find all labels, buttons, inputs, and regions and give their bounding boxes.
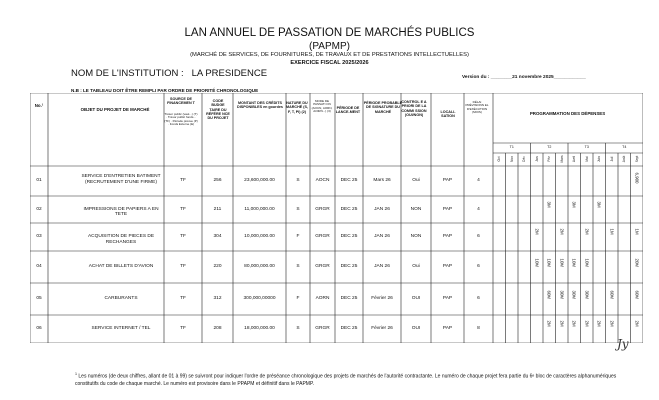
initials-signature: Jy [617, 337, 629, 351]
row-signature: Mars 26 [373, 178, 391, 183]
row-object: IMPRESSIONS DE PAPIERS A EN TETE [83, 206, 159, 218]
row-control: Oui [412, 178, 420, 183]
month-label: Jan [534, 156, 539, 162]
row-code: 312 [213, 296, 222, 301]
row-number: 04 [36, 264, 42, 269]
row-launch: DEC 25 [340, 178, 358, 183]
monthly-amount: 2M [609, 320, 615, 327]
row-code: 220 [213, 264, 222, 269]
institution-label: NOM DE L'INSTITUTION : [71, 68, 184, 79]
row-control: NON [410, 234, 422, 239]
monthly-amount: 2M [534, 228, 540, 235]
month-label: Mai [584, 156, 589, 162]
row-nature: F [296, 234, 300, 239]
row-launch: DEC 25 [340, 326, 358, 331]
monthly-amount: 2M [559, 320, 565, 327]
row-launch: DEC 25 [340, 234, 358, 239]
row-location: PAP [442, 264, 453, 269]
row-code: 211 [213, 206, 222, 212]
row-delay: 6 [477, 234, 480, 239]
row-source: TF [180, 326, 186, 331]
row-delay: 8 [477, 326, 480, 331]
row-mode: GRGR [315, 326, 330, 331]
header-control: CONTROL E A PRIORI DE LA COMMI SSION (OUI/NON) [401, 100, 427, 117]
row-delay: 4 [477, 206, 480, 212]
row-mode: AOCN [315, 178, 330, 183]
header-programming: PROGRAMMATION DES DÉPENSES [529, 111, 606, 116]
header-code: CODE BUDGE TAIRE DU RÉFÉRE NCE DU PROJET [206, 99, 230, 120]
footnote-marker: 1 [75, 372, 77, 376]
row-amount: 11,000,000.00 [244, 206, 275, 212]
quarter-label: T2 [547, 145, 552, 149]
monthly-amount: 60M [634, 290, 640, 300]
footnote [75, 372, 635, 388]
row-nature: S [296, 178, 300, 183]
row-launch: DEC 25 [340, 264, 358, 269]
row-amount: 300,000,00000 [243, 296, 276, 301]
monthly-amount: 2M [634, 320, 640, 327]
monthly-amount: 10M [584, 258, 590, 268]
row-object: CARBURANTS [104, 296, 138, 301]
row-signature: JAN 26 [374, 264, 390, 269]
row-delay: 6 [477, 296, 480, 301]
row-nature: S [296, 326, 300, 331]
monthly-amount: 10M [571, 258, 577, 268]
monthly-amount: 2M [584, 228, 590, 235]
header-delay: DÉLAI PRÉVISIONN EL D'EXÉCUTION (MOIS) [465, 100, 489, 115]
row-object: ACHAT DE BILLETS D'AVION [88, 264, 154, 269]
monthly-amount: 2M [571, 320, 577, 327]
monthly-amount: 1M [634, 228, 640, 235]
row-signature: Février 26 [371, 326, 393, 331]
quarter-label: T4 [622, 145, 627, 149]
month-label: Déc [522, 156, 527, 162]
month-label: Juil [609, 156, 614, 162]
row-mode: GRGR [315, 264, 330, 269]
month-label: Nov [509, 156, 514, 162]
row-nature: S [296, 206, 300, 212]
document-acronym: (PAPMP) [309, 41, 350, 52]
monthly-amount: 20M [634, 258, 640, 268]
row-delay: 6 [477, 264, 480, 269]
monthly-amount: 60M [609, 290, 615, 300]
institution-line [71, 68, 267, 79]
monthly-amount: 1M [609, 228, 615, 235]
monthly-amount: 2M [596, 320, 602, 327]
fiscal-year: EXERCICE FISCAL 2025/2026 [290, 60, 369, 66]
row-control: OUI [411, 296, 421, 301]
header-location: LOCALI-SATION [440, 110, 456, 119]
row-mode: GRGR [315, 234, 330, 239]
row-nature: S [296, 264, 300, 269]
header-source: SOURCE DE FINANCEMEN T [167, 97, 195, 106]
row-number: 02 [36, 206, 42, 212]
row-delay: 4 [477, 178, 480, 183]
monthly-amount: 2M [546, 320, 552, 327]
header-launch: PÉRIODE DE LANCE-MENT [335, 106, 361, 115]
row-launch: DEC 25 [340, 206, 358, 212]
header-object: OBJET DU PROJET DE MARCHÉ [80, 107, 150, 112]
monthly-amount: 10M [559, 258, 565, 268]
row-code: 256 [213, 178, 222, 183]
row-signature: JAN 26 [374, 234, 390, 239]
monthly-amount: 30M [584, 290, 590, 300]
row-control: OUI [411, 326, 421, 331]
month-label: Mars [559, 155, 564, 163]
version-date: Version du : ________21 novembre 2025____________ [462, 75, 586, 80]
quarter-label: T3 [584, 145, 589, 149]
header-nature: NATURE DU MARCHÉ (S, F, T, PI) (2) [286, 101, 308, 114]
row-location: PAP [442, 296, 453, 301]
month-label: Oct [497, 156, 502, 162]
row-location: PAP [442, 206, 453, 212]
row-amount: 23,600,000.00 [244, 178, 275, 183]
row-object: SERVICE INTERNET / TEL [91, 326, 151, 331]
month-label: Avril [572, 155, 577, 163]
month-label: Sept [634, 155, 639, 163]
monthly-amount: 3M [596, 201, 602, 208]
quarter-label: T1 [509, 145, 514, 149]
row-location: PAP [442, 234, 453, 239]
procurement-table [30, 93, 643, 343]
row-location: PAP [442, 326, 453, 331]
row-source: TF [180, 234, 186, 239]
header-source-note: Trésor public (vaut...) (T) · Trésor public fonds... (TF) · Période prévue (P) · Fonds Externe (E) [164, 112, 198, 127]
row-control: NON [410, 206, 422, 212]
document-subtitle: (MARCHÉ DE SERVICES, DE FOURNITURES, DE TRAVAUX ET DE PRESTATIONS INTELLECTUELLES) [190, 52, 469, 58]
header-no: No.¹ [34, 103, 44, 108]
header-amount: MONTANT DES CRÉDITS DISPONIBLES en gourdes [237, 101, 283, 110]
row-signature: Février 26 [371, 296, 393, 301]
month-label: Juin [597, 156, 602, 162]
monthly-amount: 2M [559, 228, 565, 235]
header-signature: PÉRIODE PROBABLE DE SIGNATURE DU MARCHÉ [363, 101, 403, 114]
monthly-amount: 2M [584, 320, 590, 327]
monthly-amount: 3M [571, 201, 577, 208]
row-source: TF [180, 264, 186, 269]
row-mode: GRGR [315, 206, 330, 212]
monthly-amount: 30M [559, 290, 565, 300]
row-number: 03 [36, 234, 42, 239]
institution-value: LA PRESIDENCE [191, 68, 268, 79]
row-number: 06 [36, 326, 42, 331]
row-code: 304 [213, 234, 222, 239]
monthly-amount: 3M [546, 201, 552, 208]
row-code: 208 [213, 326, 222, 331]
row-source: TF [180, 206, 186, 212]
monthly-amount: 10M [534, 258, 540, 268]
row-object: SERVICE D'ENTRETIEN BATIMENT (RECRUTEMENT D'UNE FIRME) [81, 174, 161, 185]
monthly-amount: 10M [546, 258, 552, 268]
row-number: 05 [36, 296, 42, 301]
row-mode: AORN [315, 296, 330, 301]
row-control: Oui [412, 264, 420, 269]
footnote-text: Les numéros (de deux chiffres, allant de 01 à 99) se suivront pour indiquer l'ordre de préséance chronologique des projets de marchés de l'autorité contractante. Le numéro de chaque projet fera partie du 6ᵉ bloc de caractères alphanumériques constitutifs du code de chaque marché. Le numéro est provisoire dans le PPAPM et définitif dans le PAPMP. [75, 373, 617, 387]
row-number: 01 [36, 178, 42, 183]
monthly-amount: 6,900 [634, 172, 640, 184]
priority-note: N.B : LE TABLEAU DOIT ÊTRE REMPLI PAR ORDRE DE PRIORITÉ CHRONOLOGIQUE [71, 88, 259, 93]
document-title: LAN ANNUEL DE PASSATION DE MARCHÉS PUBLICS [184, 27, 475, 39]
month-label: Fév [547, 156, 552, 162]
row-nature: F [296, 296, 300, 301]
month-label: Août [622, 155, 627, 163]
row-amount: 18,000,000.00 [244, 326, 275, 331]
monthly-amount: 60M [546, 290, 552, 300]
monthly-amount: 30M [571, 290, 577, 300]
row-amount: 80,000,000.00 [244, 264, 275, 269]
row-source: TF [180, 296, 186, 301]
row-launch: DEC 25 [340, 296, 358, 301]
row-object: ACQUISITION DE PIECES DE RECHANGES [87, 234, 155, 245]
row-signature: JAN 26 [374, 206, 390, 212]
header-mode: MODE DE PASSATI ON (AOCN, AORN, AOIRN...) (3) [311, 99, 333, 114]
row-amount: 10,000,000.00 [244, 234, 275, 239]
row-source: TF [180, 178, 186, 183]
row-location: PAP [442, 178, 453, 183]
